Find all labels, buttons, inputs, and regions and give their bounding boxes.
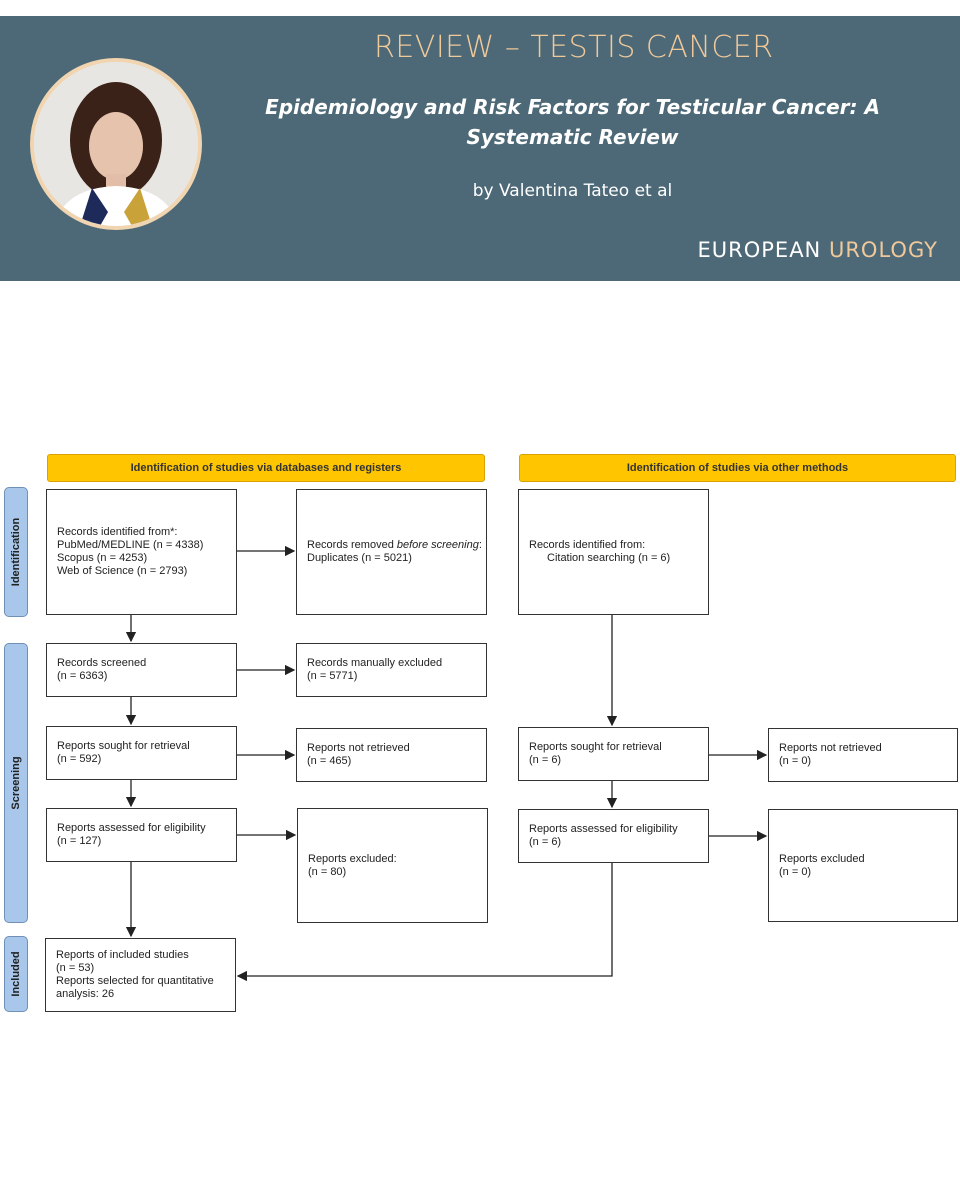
box-line: (n = 465) <box>307 755 352 767</box>
journal-name-part1: EUROPEAN <box>697 238 822 262</box>
box-line: (n = 6363) <box>57 670 108 682</box>
box-line: Records identified from: <box>529 539 646 551</box>
box-line: Reports not retrieved <box>307 742 410 754</box>
journal-name <box>698 238 939 262</box>
box-line: (n = 80) <box>308 865 347 878</box>
box-line: (n = 53) <box>56 962 95 974</box>
box-line: Reports selected for quantitative <box>56 975 214 987</box>
box-line: Reports excluded: <box>308 852 397 865</box>
header-other-methods: Identification of studies via other methods <box>519 454 956 482</box>
author-photo <box>30 58 202 230</box>
box-line: (n = 5771) <box>307 670 358 682</box>
header-banner <box>0 16 960 281</box>
article-title: Epidemiology and Risk Factors for Testicular Cancer: A Systematic Review <box>265 95 880 149</box>
prisma-flow-diagram <box>0 450 960 1030</box>
box-line: Reports not retrieved <box>779 742 882 754</box>
box-line: (n = 0) <box>779 755 812 767</box>
box-line: Citation searching (n = 6) <box>547 552 671 564</box>
flow-connectors <box>0 450 960 1030</box>
box-line: Reports excluded <box>779 852 865 865</box>
box-line: (n = 127) <box>57 835 102 847</box>
arrow-other-assessed-to-included <box>238 863 612 976</box>
records-removed-emphasis: before screening <box>396 539 479 551</box>
box-line: Reports assessed for eligibility <box>57 822 206 834</box>
records-removed-colon: : <box>478 539 482 551</box>
box-line: PubMed/MEDLINE (n = 4338) <box>57 539 204 551</box>
box-line: (n = 0) <box>779 865 812 878</box>
records-removed-text: Records removed <box>307 539 397 551</box>
header-databases: Identification of studies via databases and registers <box>47 454 485 482</box>
box-line: Scopus (n = 4253) <box>57 552 148 564</box>
box-line: Reports sought for retrieval <box>529 741 662 753</box>
author-portrait-image <box>34 62 198 226</box>
phase-included-label: Included <box>10 951 22 997</box>
box-line: Reports of included studies <box>56 949 189 961</box>
box-line: Duplicates (n = 5021) <box>307 552 412 564</box>
journal-name-part2: UROLOGY <box>828 238 938 262</box>
box-line: (n = 6) <box>529 836 562 848</box>
box-line: Records manually excluded <box>307 657 443 669</box>
box-line: Web of Science (n = 2793) <box>57 565 188 577</box>
phase-identification-label: Identification <box>10 517 22 587</box>
box-line: analysis: 26 <box>56 988 115 1000</box>
box-line: Records identified from*: <box>57 526 178 538</box>
byline: by Valentina Tateo et al <box>472 181 673 201</box>
phase-screening-label: Screening <box>10 756 22 810</box>
box-line: Reports assessed for eligibility <box>529 823 678 835</box>
review-kicker: REVIEW – TESTIS CANCER <box>374 30 774 65</box>
box-line: Records screened <box>57 657 147 669</box>
box-line: (n = 6) <box>529 754 562 766</box>
box-line: Reports sought for retrieval <box>57 740 190 752</box>
box-line: (n = 592) <box>57 753 102 765</box>
